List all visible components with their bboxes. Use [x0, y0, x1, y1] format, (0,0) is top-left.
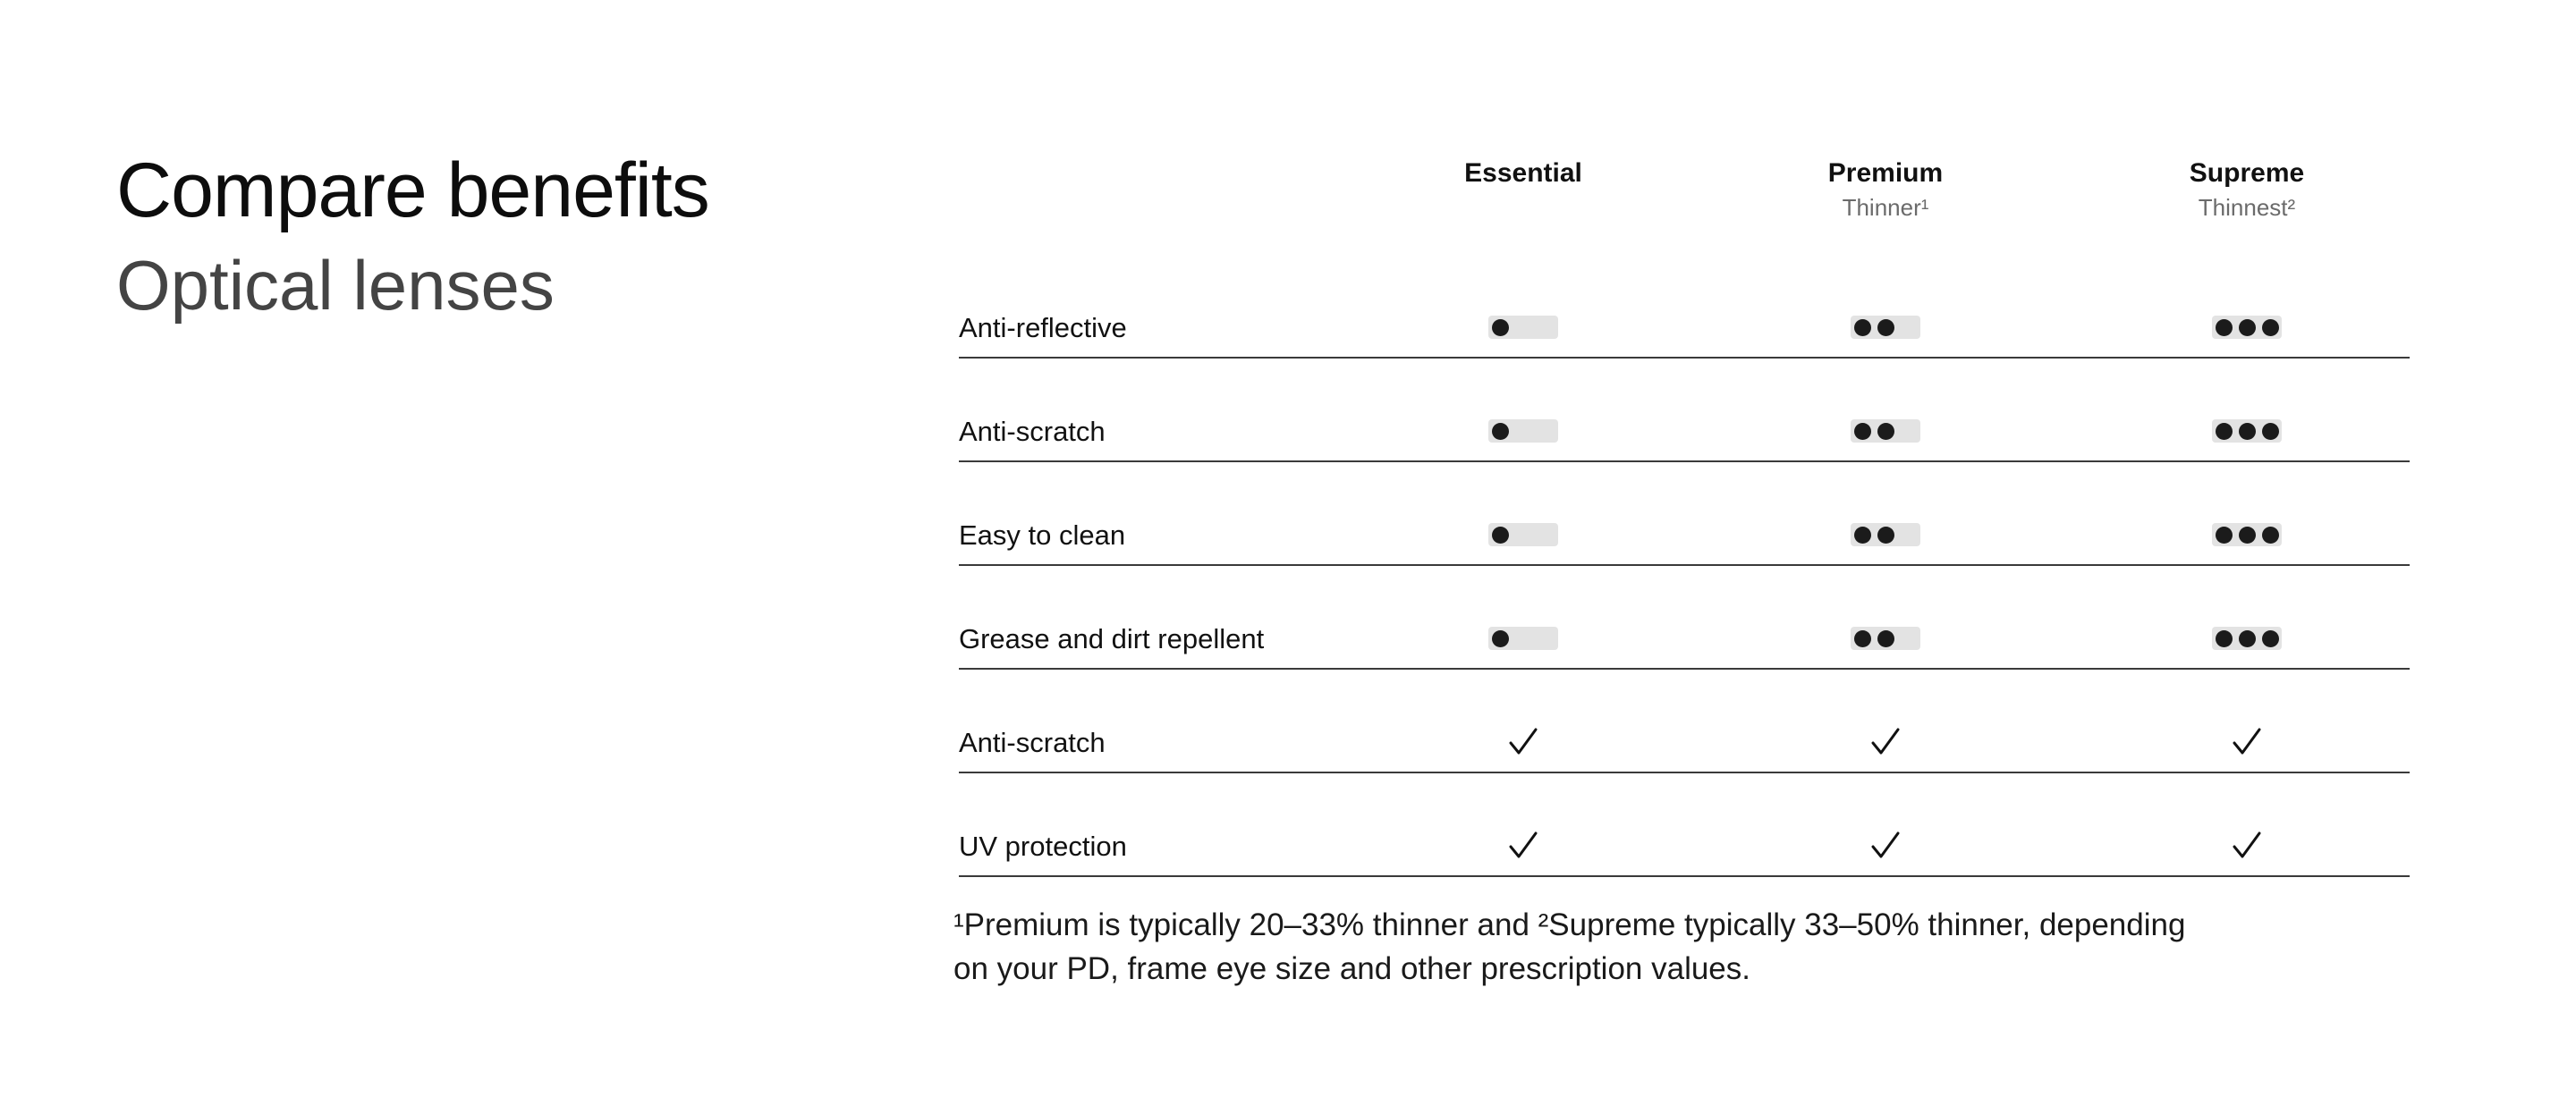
page-subtitle: Optical lenses	[116, 246, 555, 325]
rating-dot-filled	[2212, 627, 2235, 650]
rating-dot-empty	[1897, 523, 1920, 546]
rating-dot-empty	[1535, 316, 1558, 339]
rating-cell-essential	[1483, 625, 1563, 652]
rating-indicator	[2212, 523, 2282, 546]
rating-dot-empty	[1535, 523, 1558, 546]
footnote-line: ¹Premium is typically 20–33% thinner and ²Supreme typically 33–50% thinner, depending	[953, 907, 2186, 942]
footnote	[953, 903, 2349, 991]
rating-indicator	[1488, 627, 1558, 650]
row-label: Anti-scratch	[959, 727, 1106, 758]
rating-dot-filled	[2235, 316, 2258, 339]
row-label: UV protection	[959, 831, 1127, 862]
checkmark-icon	[1870, 831, 1901, 861]
rating-dot-filled	[2235, 523, 2258, 546]
tier-name: Premium	[1827, 158, 1944, 188]
checkmark-icon	[2232, 831, 2262, 861]
rating-dot-filled	[1851, 419, 1874, 443]
rating-cell-supreme	[2207, 521, 2287, 548]
rating-dot-filled	[2258, 627, 2282, 650]
rating-dot-filled	[2258, 523, 2282, 546]
rating-dot-empty	[1512, 316, 1535, 339]
table-row	[959, 257, 2410, 359]
rating-dot-filled	[2235, 419, 2258, 443]
rating-dot-filled	[1874, 627, 1897, 650]
check-cell-essential	[1483, 729, 1563, 755]
rating-dot-filled	[1488, 523, 1512, 546]
rating-dot-filled	[2258, 316, 2282, 339]
tier-header-essential	[1407, 156, 1640, 191]
rating-dot-empty	[1512, 523, 1535, 546]
footnote-line: on your PD, frame eye size and other prescription values.	[953, 951, 1750, 986]
rating-cell-premium	[1845, 625, 1926, 652]
check-cell-supreme	[2207, 832, 2287, 859]
table-header	[959, 152, 2410, 257]
rating-dot-filled	[1488, 316, 1512, 339]
row-label: Anti-reflective	[959, 312, 1127, 343]
rating-dot-empty	[1512, 627, 1535, 650]
check-cell-supreme	[2207, 729, 2287, 755]
rating-indicator	[2212, 627, 2282, 650]
rating-dot-filled	[2212, 419, 2235, 443]
rating-cell-premium	[1845, 521, 1926, 548]
rating-dot-empty	[1897, 316, 1920, 339]
checkmark-icon	[2232, 727, 2262, 757]
tier-name: Supreme	[2189, 158, 2305, 188]
rating-cell-essential	[1483, 418, 1563, 444]
rating-indicator	[1488, 419, 1558, 443]
rating-cell-premium	[1845, 314, 1926, 341]
tier-header-supreme	[2131, 156, 2363, 224]
rating-indicator	[1851, 523, 1920, 546]
rating-cell-supreme	[2207, 314, 2287, 341]
page-title: Compare benefits	[116, 148, 709, 233]
rating-dot-filled	[2212, 316, 2235, 339]
row-label: Easy to clean	[959, 519, 1126, 551]
rating-dot-filled	[2258, 419, 2282, 443]
row-label: Anti-scratch	[959, 416, 1106, 447]
page-heading	[116, 143, 709, 333]
rating-indicator	[1488, 523, 1558, 546]
rating-indicator	[1851, 627, 1920, 650]
tier-subtitle: Thinnest²	[2198, 194, 2296, 221]
rating-dot-filled	[2235, 627, 2258, 650]
tier-name: Essential	[1464, 158, 1582, 188]
tier-header-premium	[1769, 156, 2002, 224]
checkmark-icon	[1508, 831, 1538, 861]
rating-dot-empty	[1535, 419, 1558, 443]
rating-dot-filled	[1488, 627, 1512, 650]
rating-indicator	[1851, 419, 1920, 443]
tier-subtitle: Thinner¹	[1842, 194, 1929, 221]
rating-dot-empty	[1897, 419, 1920, 443]
check-cell-essential	[1483, 832, 1563, 859]
table-body	[959, 257, 2410, 877]
rating-dot-empty	[1897, 627, 1920, 650]
rating-dot-filled	[1851, 627, 1874, 650]
rating-dot-filled	[1851, 316, 1874, 339]
comparison-table	[959, 152, 2410, 880]
table-row	[959, 361, 2410, 462]
table-row	[959, 672, 2410, 773]
rating-dot-filled	[1874, 523, 1897, 546]
rating-dot-filled	[1851, 523, 1874, 546]
rating-cell-supreme	[2207, 625, 2287, 652]
rating-indicator	[2212, 419, 2282, 443]
rating-indicator	[1851, 316, 1920, 339]
rating-dot-empty	[1535, 627, 1558, 650]
rating-dot-filled	[2212, 523, 2235, 546]
table-row	[959, 465, 2410, 566]
checkmark-icon	[1870, 727, 1901, 757]
rating-dot-filled	[1874, 316, 1897, 339]
row-label: Grease and dirt repellent	[959, 623, 1265, 654]
rating-cell-premium	[1845, 418, 1926, 444]
checkmark-icon	[1508, 727, 1538, 757]
rating-cell-essential	[1483, 314, 1563, 341]
rating-dot-filled	[1874, 419, 1897, 443]
table-row	[959, 776, 2410, 877]
rating-dot-empty	[1512, 419, 1535, 443]
rating-cell-supreme	[2207, 418, 2287, 444]
rating-indicator	[1488, 316, 1558, 339]
rating-cell-essential	[1483, 521, 1563, 548]
table-row	[959, 569, 2410, 670]
check-cell-premium	[1845, 729, 1926, 755]
rating-indicator	[2212, 316, 2282, 339]
rating-dot-filled	[1488, 419, 1512, 443]
check-cell-premium	[1845, 832, 1926, 859]
